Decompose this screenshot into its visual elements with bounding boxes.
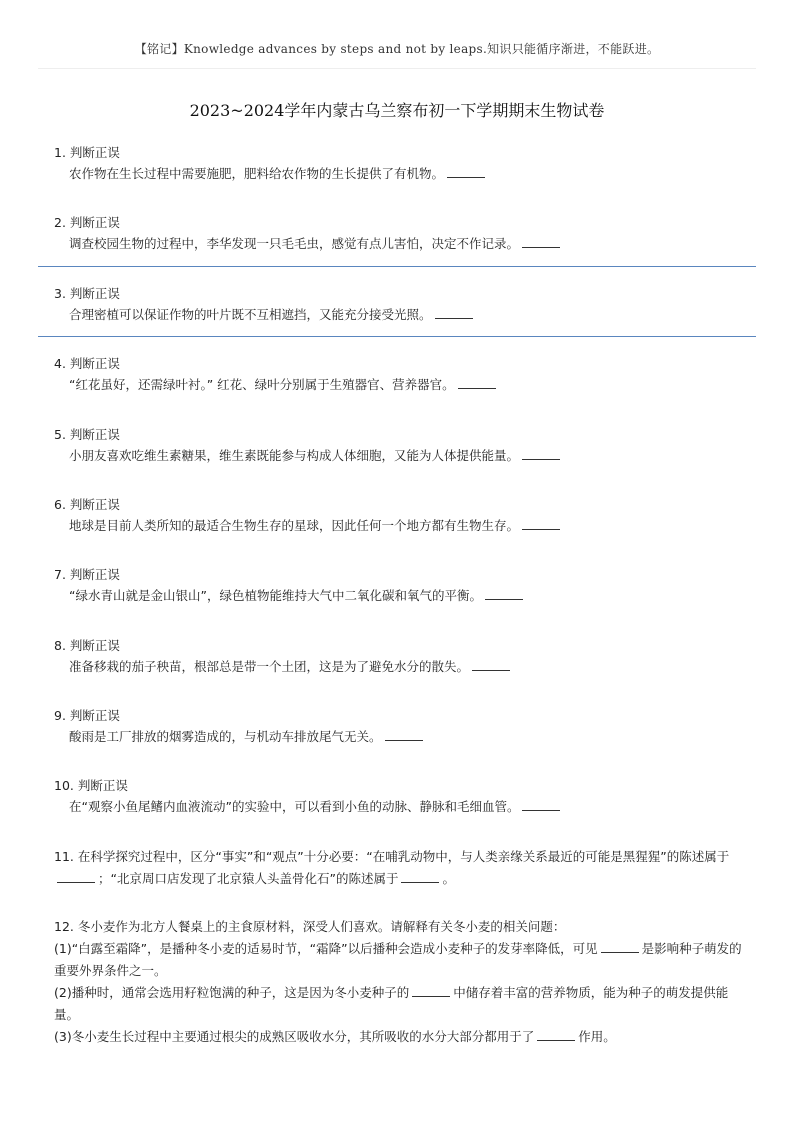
question-number: 8.: [54, 638, 66, 653]
answer-blank[interactable]: [401, 871, 439, 883]
question-7: [54, 565, 754, 606]
question-9: [54, 706, 754, 747]
question-stem: 合理密植可以保证作物的叶片既不互相遮挡，又能充分接受光照。: [69, 307, 432, 322]
question-number: 2.: [54, 215, 66, 230]
question-stem: 。: [442, 871, 455, 886]
question-number: 9.: [54, 708, 66, 723]
subquestion-2: (2)播种时，通常会选用籽粒饱满的种子，这是因为冬小麦种子的: [54, 985, 410, 1000]
question-number: 5.: [54, 427, 66, 442]
question-4: [54, 354, 754, 395]
header-divider: [38, 68, 756, 69]
answer-blank[interactable]: [472, 659, 510, 671]
question-stem: 准备移栽的茄子秧苗，根部总是带一个土团，这是为了避免水分的散失。: [69, 659, 470, 674]
question-12: [54, 916, 744, 1048]
question-5: [54, 425, 754, 466]
answer-blank[interactable]: [412, 985, 450, 997]
question-8: [54, 636, 754, 677]
question-type: 判断正误: [69, 286, 120, 301]
question-type: 判断正误: [69, 427, 120, 442]
question-10: [54, 776, 754, 817]
question-number: 1.: [54, 145, 66, 160]
question-number: 6.: [54, 497, 66, 512]
question-number: 10.: [54, 778, 74, 793]
subquestion-1-rest: 是影响种子萌发的重要外界条件之一。: [54, 941, 742, 978]
answer-blank[interactable]: [522, 236, 560, 248]
question-2: [54, 213, 754, 254]
question-type: 判断正误: [69, 356, 120, 371]
question-3: [54, 284, 754, 325]
question-stem: 酸雨是工厂排放的烟雾造成的，与机动车排放尾气无关。: [69, 729, 382, 744]
answer-blank[interactable]: [522, 799, 560, 811]
question-number: 3.: [54, 286, 66, 301]
answer-blank[interactable]: [385, 729, 423, 741]
answer-blank[interactable]: [57, 871, 95, 883]
question-type: 判断正误: [69, 638, 120, 653]
answer-blank[interactable]: [522, 518, 560, 530]
answer-blank[interactable]: [435, 307, 473, 319]
question-11: [54, 846, 744, 890]
question-stem: 地球是目前人类所知的最适合生物生存的星球，因此任何一个地方都有生物生存。: [69, 518, 520, 533]
question-number: 7.: [54, 567, 66, 582]
subquestion-1: (1)“白露至霜降”，是播种冬小麦的适易时节，“霜降”以后播种会造成小麦种子的发芽率降低，可见: [54, 941, 598, 956]
answer-blank[interactable]: [537, 1029, 575, 1041]
question-1: [54, 143, 754, 184]
question-type: 判断正误: [69, 708, 120, 723]
question-stem: 在“观察小鱼尾鳍内血液流动”的实验中，可以看到小鱼的动脉、静脉和毛细血管。: [69, 799, 520, 814]
answer-blank[interactable]: [458, 377, 496, 389]
subquestion-2-rest: 中储存着丰富的营养物质，能为种子的萌发提供能量。: [54, 985, 729, 1022]
question-type: 判断正误: [69, 497, 120, 512]
page-title: 2023~2024学年内蒙古乌兰察布初一下学期期末生物试卷: [189, 101, 605, 120]
answer-blank[interactable]: [522, 448, 560, 460]
question-number: 11.: [54, 849, 74, 864]
question-stem: “绿水青山就是金山银山”，绿色植物能维持大气中二氧化碳和氧气的平衡。: [69, 588, 482, 603]
page-divider: [38, 336, 756, 337]
question-number: 12.: [54, 919, 74, 934]
question-type: 判断正误: [69, 567, 120, 582]
question-stem: 调查校园生物的过程中，李华发现一只毛毛虫，感觉有点儿害怕，决定不作记录。: [69, 236, 520, 251]
question-stem: ；“北京周口店发现了北京猿人头盖骨化石”的陈述属于: [98, 871, 399, 886]
question-type: 判断正误: [69, 145, 120, 160]
subquestion-3-rest: 作用。: [578, 1029, 616, 1044]
question-stem: “红花虽好，还需绿叶衬。” 红花、绿叶分别属于生殖器官、营养器官。: [69, 377, 455, 392]
answer-blank[interactable]: [601, 941, 639, 953]
question-stem: 农作物在生长过程中需要施肥，肥料给农作物的生长提供了有机物。: [69, 166, 445, 181]
header-motto: 【铭记】Knowledge advances by steps and not by leaps.知识只能循序渐进，不能跃进。: [134, 42, 660, 56]
answer-blank[interactable]: [485, 588, 523, 600]
subquestion-3: (3)冬小麦生长过程中主要通过根尖的成熟区吸收水分，其所吸收的水分大部分都用于了: [54, 1029, 535, 1044]
question-stem: 小朋友喜欢吃维生素糖果，维生素既能参与构成人体细胞，又能为人体提供能量。: [69, 448, 520, 463]
question-stem: 在科学探究过程中，区分“事实”和“观点”十分必要：“在哺乳动物中，与人类亲缘关系最近的可能是黑猩猩”的陈述属于: [77, 849, 730, 864]
question-type: 判断正误: [77, 778, 128, 793]
question-number: 4.: [54, 356, 66, 371]
page-divider: [38, 266, 756, 267]
question-type: 判断正误: [69, 215, 120, 230]
question-intro: 冬小麦作为北方人餐桌上的主食原材料，深受人们喜欢。请解释有关冬小麦的相关问题：: [77, 919, 566, 934]
question-6: [54, 495, 754, 536]
answer-blank[interactable]: [447, 166, 485, 178]
